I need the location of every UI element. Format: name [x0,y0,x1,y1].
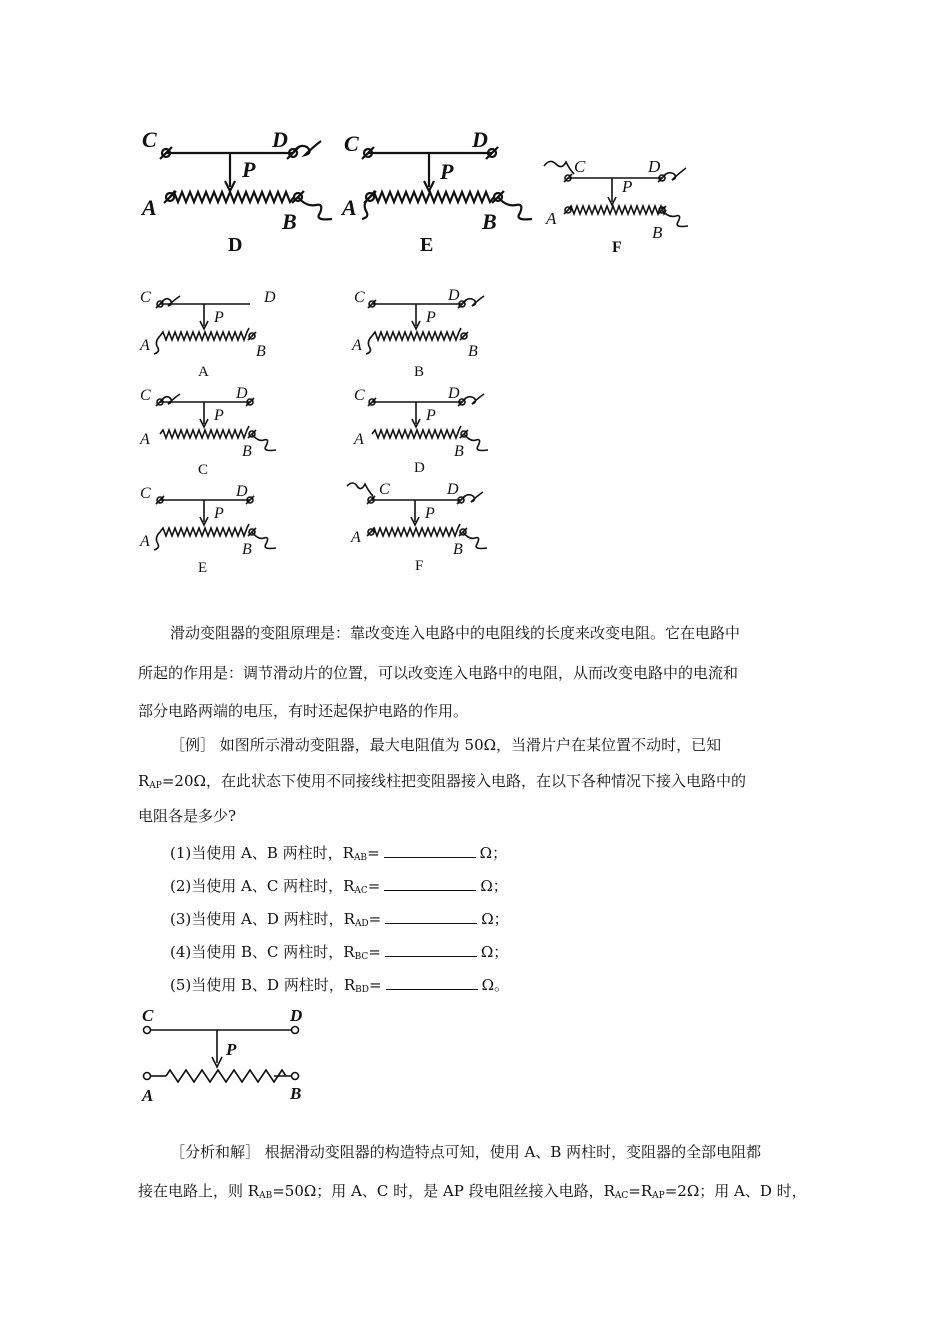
svg-text:A: A [351,529,361,546]
question-1: (1)当使用 A、B 两柱时，$R_{AB}= \Omega$； [170,844,508,863]
svg-text:D: D [236,483,248,500]
svg-text:P: P [226,1040,237,1059]
svg-text:D: D [448,385,460,402]
svg-text:A: A [354,431,364,448]
svg-text:C: C [354,387,365,404]
figure-grid-b [350,284,500,380]
figure-top-f [540,150,700,260]
svg-text:P: P [425,505,435,522]
svg-text:B: B [290,1084,302,1103]
analysis-line-1: ［分析和解］ 根据滑动变阻器的构造特点可知，使用 A、B 两柱时，变阻器的全部电阻都 [170,1143,762,1161]
svg-text:A: A [140,533,150,550]
svg-text:B: B [453,541,463,558]
svg-text:P: P [242,157,256,182]
svg-text:D: D [447,481,459,498]
figure-top-e [342,125,542,260]
svg-text:D: D [272,127,288,152]
svg-text:B: B [282,209,297,234]
principle-line-3: 部分电路两端的电压，有时还起保护电路的作用。 [138,702,469,720]
svg-text:D: D [236,385,248,402]
svg-text:P: P [214,505,224,522]
answer-blank[interactable] [385,942,477,957]
figure-grid-c [138,382,288,478]
svg-text:P: P [622,177,633,196]
svg-text:A: A [140,337,150,354]
svg-text:A: A [546,209,557,228]
question-4: (4)当使用 B、C 两柱时，$R_{BC}= \Omega$； [170,943,509,962]
example-line-1: ［例］ 如图所示滑动变阻器，最大电阻值为 50Ω，当滑片户在某位置不动时，已知 [170,736,722,754]
answer-blank[interactable] [386,975,478,990]
svg-text:P: P [440,159,454,184]
figure-label: F [415,558,424,574]
figure-grid-f [345,478,500,574]
svg-text:C: C [142,1006,154,1025]
figure-grid-a [138,284,288,380]
figure-grid-e [138,480,288,576]
question-3: (3)当使用 A、D 两柱时，$R_{AD}= \Omega$； [170,910,509,929]
svg-text:A: A [342,195,357,220]
svg-text:C: C [140,485,151,502]
example-line-2: $R_{AP}=20\Omega$，在此状态下使用不同接线柱把变阻器接入电路，在以下各种情况下接入电路中的 [138,772,746,791]
svg-text:B: B [468,343,478,360]
question-2: (2)当使用 A、C 两柱时，$R_{AC}= \Omega$； [170,877,508,896]
svg-text:D: D [448,287,460,304]
analysis-line-2: 接在电路上，则 $R_{AB}=50\Omega$；用 A、C 时，是 AP 段电阻丝接入电路，$R_{AC}=R_{AP}=2\Omega$；用 A、D 时， [138,1182,807,1201]
figure-label: E [420,234,434,256]
svg-text:A: A [142,195,157,220]
svg-text:P: P [426,309,436,326]
svg-text:D: D [264,289,276,306]
svg-text:C: C [344,131,359,156]
figure-label: B [414,364,425,380]
svg-text:C: C [574,157,586,176]
example-line-3: 电阻各是多少? [138,807,237,825]
svg-text:B: B [482,209,497,234]
svg-text:A: A [142,1086,154,1105]
rheostat-schematic [138,1005,313,1105]
principle-line-2: 所起的作用是：调节滑动片的位置，可以改变连入电路中的电阻，从而改变电路中的电流和 [138,664,739,682]
figure-label: D [228,234,243,256]
svg-text:C: C [354,289,365,306]
answer-blank[interactable] [384,876,476,891]
principle-line-1: 滑动变阻器的变阻原理是：靠改变连入电路中的电阻线的长度来改变电阻。它在电路中 [170,624,741,642]
question-5: (5)当使用 B、D 两柱时，$R_{BD}= \Omega$。 [170,976,509,995]
svg-text:C: C [140,289,151,306]
svg-text:D: D [290,1006,303,1025]
svg-text:A: A [140,431,150,448]
svg-text:A: A [352,337,362,354]
figure-label: C [198,462,209,478]
svg-text:B: B [454,443,464,460]
svg-text:D: D [648,157,661,176]
svg-text:D: D [472,127,488,152]
figure-top-d [138,125,338,260]
figure-label: D [414,460,425,476]
figure-grid-d [350,382,500,478]
svg-text:C: C [140,387,151,404]
figure-label: F [612,239,622,256]
answer-blank[interactable] [385,909,477,924]
svg-text:B: B [256,343,266,360]
figure-label: A [198,364,209,380]
answer-blank[interactable] [384,843,476,858]
svg-text:P: P [214,309,224,326]
svg-text:C: C [379,481,390,498]
figure-label: E [198,560,208,576]
svg-text:P: P [214,407,224,424]
svg-text:P: P [426,407,436,424]
svg-text:B: B [242,443,252,460]
terminal-c-label: C [142,127,157,152]
svg-text:B: B [652,223,663,242]
svg-text:B: B [242,541,252,558]
